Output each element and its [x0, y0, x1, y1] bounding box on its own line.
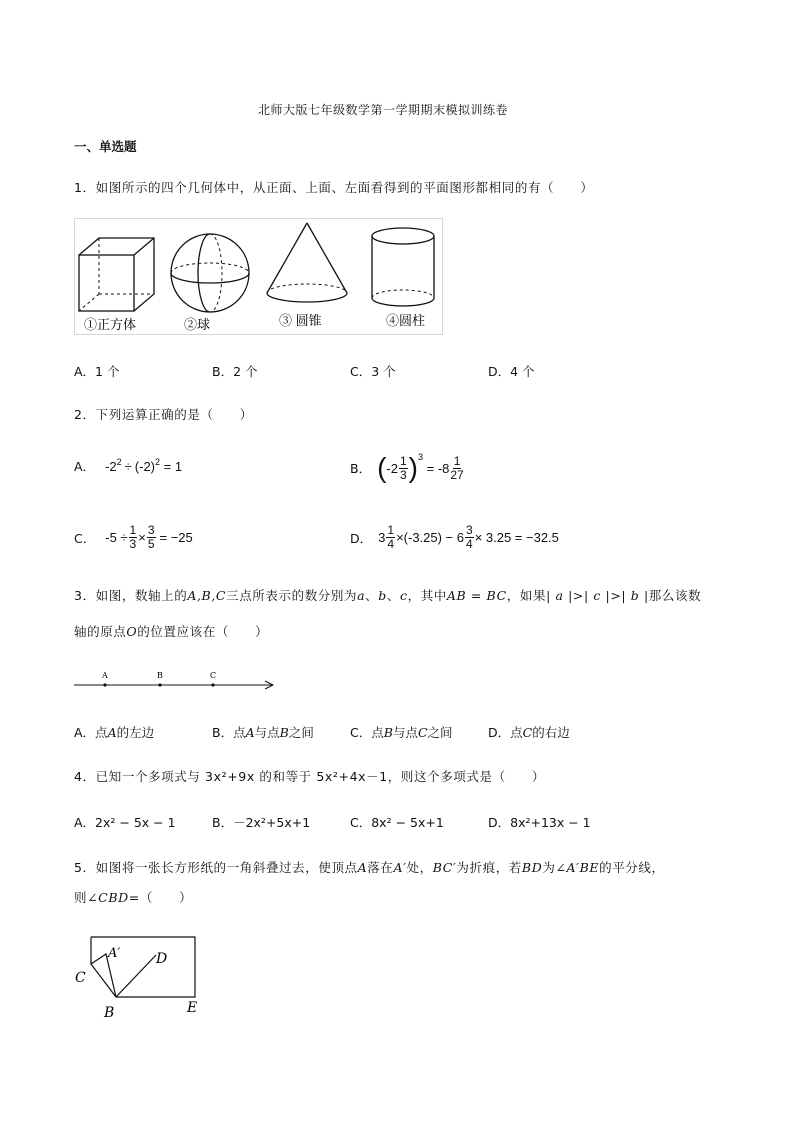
q2-option-a: A． -2 $^2$ ÷ (-2) $^2$ = 1	[74, 457, 183, 474]
q1-option-c: C．3 个	[350, 364, 396, 379]
q4-option-c: C．8x² − 5x+1	[350, 815, 444, 830]
q2-option-c: C． -5 ÷ $\frac{1}{3}$ × $\frac{3}{5}$ = −25	[74, 523, 193, 551]
section-heading: 一、单选题	[74, 139, 137, 154]
shape-label-cube: ①正方体	[84, 317, 137, 332]
shape-label-cylinder: ④圆柱	[386, 313, 426, 328]
q4-option-a: A．2x² − 5x − 1	[74, 815, 176, 830]
doc-title: 北师大版七年级数学第一学期期末模拟训练卷	[258, 103, 509, 117]
shape-label-sphere: ②球	[184, 317, 211, 332]
q3-option-b: B．点A与点B之间	[212, 725, 314, 740]
question-4-text: 4．已知一个多项式与 3x²+9x 的和等于 5x²+4x－1，则这个多项式是（ ）	[74, 769, 545, 784]
question-5-line-2: 则∠CBD=（ ）	[74, 890, 193, 905]
q2-c-label: C．	[74, 530, 96, 546]
shape-label-cone: ③ 圆锥	[279, 313, 322, 328]
fold-figure	[70, 930, 210, 1022]
cube-shape	[79, 238, 154, 311]
q1-option-a: A．1 个	[74, 364, 120, 379]
q2-option-d: D． 3 $\frac{1}{4}$ ×(-3.25) − 6 $\frac{3}{4}$ × 3.25 = −32.5	[350, 523, 559, 551]
q1-option-d: D．4 个	[488, 364, 535, 379]
q2-option-b: B． ( -2 $\frac{1}{3}$ ) $^3$ = -8 $\frac{1}{27}$	[350, 452, 464, 483]
question-3-line-2: 轴的原点O的位置应该在（ ）	[74, 624, 269, 639]
sphere-shape	[171, 234, 249, 312]
fig-label-c: C	[75, 970, 86, 986]
q1-option-b: B．2 个	[212, 364, 258, 379]
q3-option-c: C．点B与点C之间	[350, 725, 453, 740]
fig-label-e: E	[187, 1000, 198, 1016]
q2-b-label: B．	[350, 461, 372, 476]
fig-label-a-prime: A′	[108, 946, 121, 961]
q4-option-d: D．8x²+13x − 1	[488, 815, 591, 830]
q2-a-label: A．	[74, 459, 96, 474]
question-5-line-1: 5．如图将一张长方形纸的一角斜叠过去，使顶点A落在A′处，BC′为折痕，若BD为∠A′BE的平分线，	[74, 860, 665, 875]
question-1-text: 1．如图所示的四个几何体中，从正面、上面、左面看得到的平面图形都相同的有（ ）	[74, 180, 594, 195]
q2-d-label: D．	[350, 530, 373, 546]
number-line-figure	[72, 666, 282, 696]
q3-option-a: A．点A的左边	[74, 725, 155, 740]
axis-label-c: C	[210, 671, 217, 680]
q3-option-d: D．点C的右边	[488, 725, 570, 740]
question-2-text: 2．下列运算正确的是（ ）	[74, 407, 253, 422]
question-3-line-1: 3．如图，数轴上的A,B,C三点所表示的数分别为a、b、c，其中AB = BC，如果| a |>| c |>| b |那么该数	[74, 588, 702, 603]
fig-label-b: B	[104, 1005, 115, 1021]
cylinder-shape	[372, 228, 434, 306]
axis-label-a: A	[102, 671, 108, 680]
q4-option-b: B．－2x²+5x+1	[212, 815, 311, 830]
axis-label-b: B	[157, 671, 163, 680]
cone-shape	[267, 223, 347, 302]
q1-solids-figure	[74, 218, 444, 336]
fig-label-d: D	[156, 951, 168, 967]
